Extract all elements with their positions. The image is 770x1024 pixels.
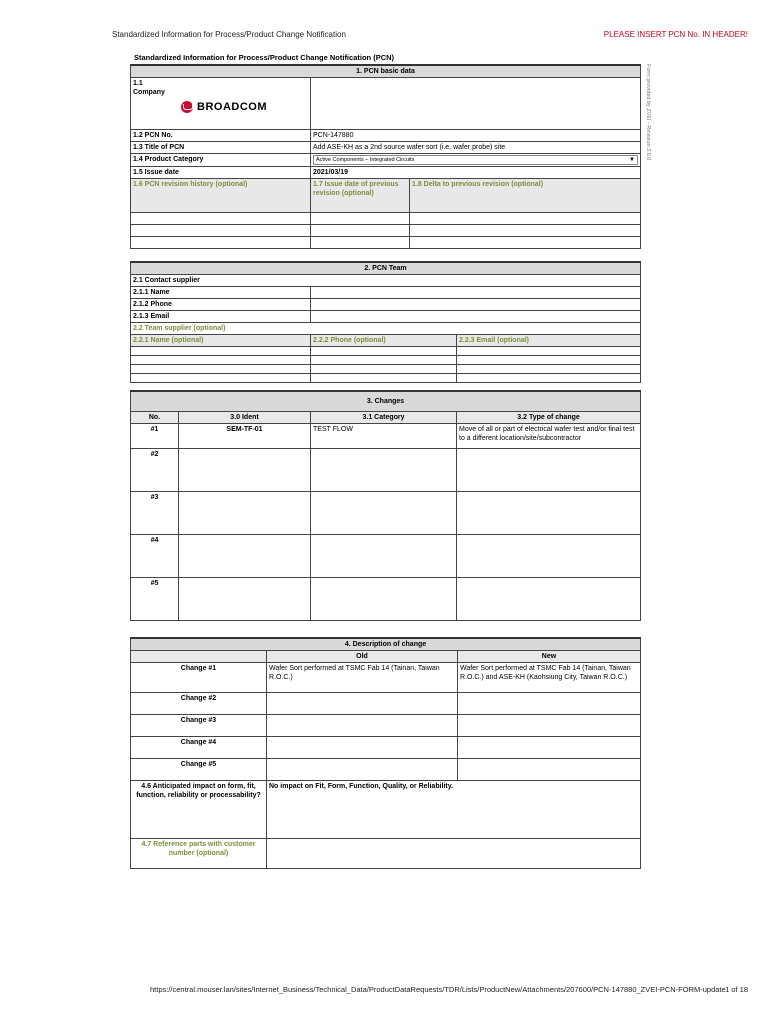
- page-header-right: PLEASE INSERT PCN No. IN HEADER!: [603, 30, 748, 39]
- chevron-down-icon[interactable]: ▼: [629, 156, 635, 163]
- pcn-no-value[interactable]: PCN-147880: [311, 130, 641, 142]
- section3-title: 3. Changes: [131, 391, 641, 411]
- issue-date-value[interactable]: 2021/03/19: [311, 167, 641, 179]
- description-table: [130, 637, 641, 869]
- company-logo: [133, 97, 308, 113]
- change-type[interactable]: Move of all or part of electrical wafer test and/or final test to a different location/site/subcontractor: [457, 423, 641, 448]
- previous-issue-date-label: 1.7 Issue date of previous revision (optional): [311, 179, 410, 213]
- contact-email-label: 2.1.3 Email: [131, 311, 311, 323]
- change-category[interactable]: TEST FLOW: [311, 423, 457, 448]
- table-row: [131, 759, 641, 781]
- product-category-select[interactable]: [313, 155, 638, 165]
- product-category-value: Active Components – Integrated Circuits: [316, 156, 415, 163]
- contact-email-field[interactable]: [311, 311, 641, 323]
- section1-title: 1. PCN basic data: [131, 65, 641, 78]
- contact-supplier-label: 2.1 Contact supplier: [131, 275, 641, 287]
- table-row: [131, 577, 641, 620]
- impact-value[interactable]: No impact on Fit, Form, Function, Quality, or Reliability.: [267, 781, 641, 839]
- pcn-title-value[interactable]: Add ASE-KH as a 2nd source wafer sort (i.e. wafer probe) site: [311, 142, 641, 154]
- change-label: Change #3: [131, 715, 267, 737]
- company-value[interactable]: [311, 78, 641, 130]
- col-no-header: No.: [131, 411, 179, 423]
- col-ident-header: 3.0 Ident: [179, 411, 311, 423]
- form-revision-note: Form provided by ZVEI - Revision 3.6.0: [645, 64, 651, 161]
- table-row: [131, 448, 641, 491]
- change-label: Change #4: [131, 737, 267, 759]
- table-row: [131, 715, 641, 737]
- changes-table: [130, 390, 641, 621]
- pcn-title-label: 1.3 Title of PCN: [131, 142, 311, 154]
- change-no: #4: [131, 534, 179, 577]
- team-supplier-label: 2.2 Team supplier (optional): [131, 323, 641, 335]
- page-header-left: Standardized Information for Process/Product Change Notification: [112, 30, 346, 39]
- broadcom-logo-icon: [181, 101, 193, 113]
- contact-name-label: 2.1.1 Name: [131, 287, 311, 299]
- table-row: [131, 491, 641, 534]
- revision-history-label: 1.6 PCN revision history (optional): [131, 179, 311, 213]
- table-row: [131, 534, 641, 577]
- col-type-header: 3.2 Type of change: [457, 411, 641, 423]
- col-category-header: 3.1 Category: [311, 411, 457, 423]
- pcn-basic-data-table: [130, 64, 641, 249]
- impact-label: 4.6 Anticipated impact on form, fit, function, reliability or processability?: [131, 781, 267, 839]
- company-logo-text: BROADCOM: [197, 100, 267, 113]
- document-title: Standardized Information for Process/Product Change Notification (PCN): [134, 53, 395, 62]
- team-name-label: 2.2.1 Name (optional): [131, 335, 311, 347]
- team-email-label: 2.2.3 Email (optional): [457, 335, 641, 347]
- page-number: 1 of 18: [725, 985, 748, 994]
- company-label: 1.1 Company: [133, 80, 165, 96]
- product-category-cell: [311, 154, 641, 167]
- change-new[interactable]: Wafer Sort performed at TSMC Fab 14 (Tainan, Taiwan R.O.C.) and ASE-KH (Kaohsiung City, Taiwan R.O.C.): [458, 663, 641, 693]
- company-cell: [131, 78, 311, 130]
- change-no: #1: [131, 423, 179, 448]
- change-no: #5: [131, 577, 179, 620]
- change-label: Change #1: [131, 663, 267, 693]
- table-row: [131, 737, 641, 759]
- contact-phone-label: 2.1.2 Phone: [131, 299, 311, 311]
- change-old[interactable]: Wafer Sort performed at TSMC Fab 14 (Tainan, Taiwan R.O.C.): [267, 663, 458, 693]
- change-label: Change #5: [131, 759, 267, 781]
- change-ident[interactable]: SEM-TF-01: [179, 423, 311, 448]
- section2-title: 2. PCN Team: [131, 262, 641, 275]
- pcn-team-table: [130, 261, 641, 383]
- footer-url: https://central.mouser.lan/sites/Internet_Business/Technical_Data/ProductDataRequests/TDR/Lists/ProductNew/Attachments/207600/PCN-147880_ZVEI-PCN-FORM-update: [150, 985, 726, 994]
- col-old-header: Old: [267, 651, 458, 663]
- reference-parts-field[interactable]: [267, 839, 641, 869]
- table-row: [131, 693, 641, 715]
- table-row: [131, 663, 641, 693]
- delta-label: 1.8 Delta to previous revision (optional): [410, 179, 641, 213]
- team-phone-label: 2.2.2 Phone (optional): [311, 335, 457, 347]
- change-no: #3: [131, 491, 179, 534]
- table-row: [131, 423, 641, 448]
- pcn-no-label: 1.2 PCN No.: [131, 130, 311, 142]
- change-label: Change #2: [131, 693, 267, 715]
- col-new-header: New: [458, 651, 641, 663]
- section4-title: 4. Description of change: [131, 638, 641, 651]
- contact-phone-field[interactable]: [311, 299, 641, 311]
- contact-name-field[interactable]: [311, 287, 641, 299]
- issue-date-label: 1.5 Issue date: [131, 167, 311, 179]
- change-no: #2: [131, 448, 179, 491]
- product-category-label: 1.4 Product Category: [131, 154, 311, 167]
- reference-parts-label: 4.7 Reference parts with customer number (optional): [131, 839, 267, 869]
